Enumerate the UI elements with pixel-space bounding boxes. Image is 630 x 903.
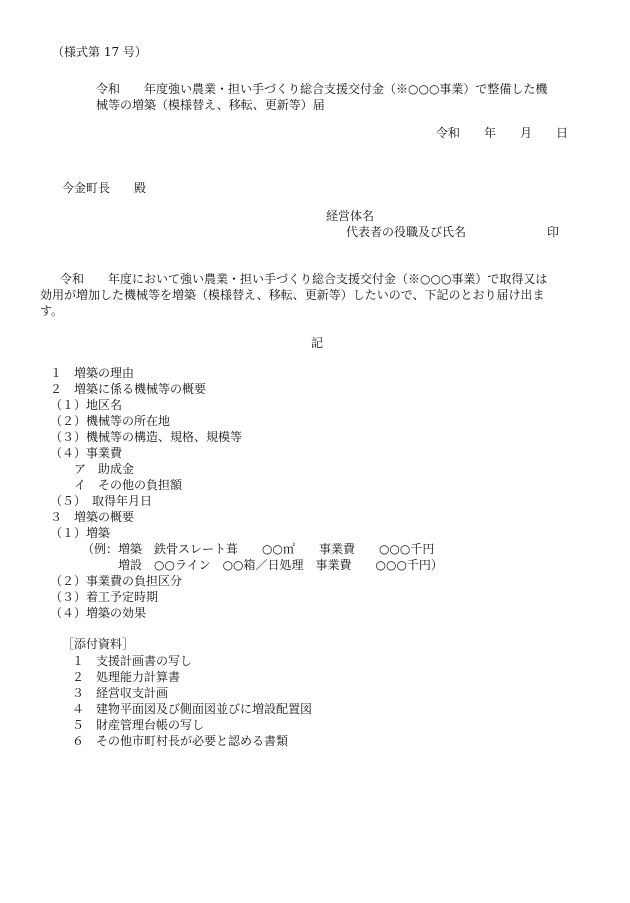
list-item: イ その他の負担額 bbox=[50, 478, 183, 492]
document-title-line-2: 械等の増築（模様替え、移転、更新等）届 bbox=[96, 98, 325, 112]
body-line-3: す。 bbox=[40, 304, 64, 318]
example-line-1: （例：増築 鉄骨スレート葺 ○○㎡ 事業費 ○○○千円 bbox=[82, 542, 435, 556]
items-list bbox=[50, 365, 590, 621]
list-item: （３）着工予定時期 bbox=[50, 590, 159, 604]
body-line-2: 効用が増加した機械等を増築（模様替え、移転、更新等）したいので、下記のとおり届け出ま bbox=[40, 288, 545, 302]
body-paragraph bbox=[40, 271, 600, 319]
list-item: ３ 増築の概要 bbox=[50, 510, 135, 524]
list-item: （３）機械等の構造、規格、規模等 bbox=[50, 430, 243, 444]
attachment-item: ４ 建物平面図及び側面図並びに増設配置図 bbox=[72, 702, 313, 716]
list-item: （１）増築 bbox=[50, 526, 111, 540]
list-item: ア 助成金 bbox=[50, 462, 135, 476]
list-item: （１）地区名 bbox=[50, 398, 123, 412]
addressee: 今金町長 殿 bbox=[62, 181, 147, 195]
attachments-list bbox=[72, 653, 572, 749]
list-item: （２）事業費の負担区分 bbox=[50, 574, 183, 588]
entity-name-label: 経営体名 bbox=[326, 209, 375, 223]
document-title bbox=[96, 81, 596, 113]
attachments-heading: ［添付資料］ bbox=[62, 637, 135, 651]
list-item: （４）増築の効果 bbox=[50, 606, 147, 620]
list-item: １ 増築の理由 bbox=[50, 366, 135, 380]
list-item: （５） 取得年月日 bbox=[50, 494, 153, 508]
list-item: （２）機械等の所在地 bbox=[50, 414, 171, 428]
document-title-line-1: 令和 年度強い農業・担い手づくり総合支援交付金（※○○○事業）で整備した機 bbox=[96, 82, 548, 96]
date-line: 令和 年 月 日 bbox=[436, 126, 569, 140]
seal-mark: 印 bbox=[547, 225, 560, 239]
form-number: （様式第 17 号） bbox=[52, 45, 147, 59]
attachment-item: ３ 経営収支計画 bbox=[72, 686, 169, 700]
attachment-item: ５ 財産管理台帳の写し bbox=[72, 718, 205, 732]
ki-heading: 記 bbox=[311, 336, 324, 350]
attachment-item: １ 支援計画書の写し bbox=[72, 654, 193, 668]
list-item: ２ 増築に係る機械等の概要 bbox=[50, 382, 207, 396]
attachment-item: ６ その他市町村長が必要と認める書類 bbox=[72, 734, 289, 748]
representative-label: 代表者の役職及び氏名 bbox=[346, 225, 467, 239]
example-line-2: 増設 ○○ライン ○○箱／日処理 事業費 ○○○千円） bbox=[82, 558, 443, 572]
body-line-1: 令和 年度において強い農業・担い手づくり総合支援交付金（※○○○事業）で取得又は bbox=[60, 272, 548, 286]
attachment-item: ２ 処理能力計算書 bbox=[72, 670, 181, 684]
list-item: （４）事業費 bbox=[50, 446, 123, 460]
